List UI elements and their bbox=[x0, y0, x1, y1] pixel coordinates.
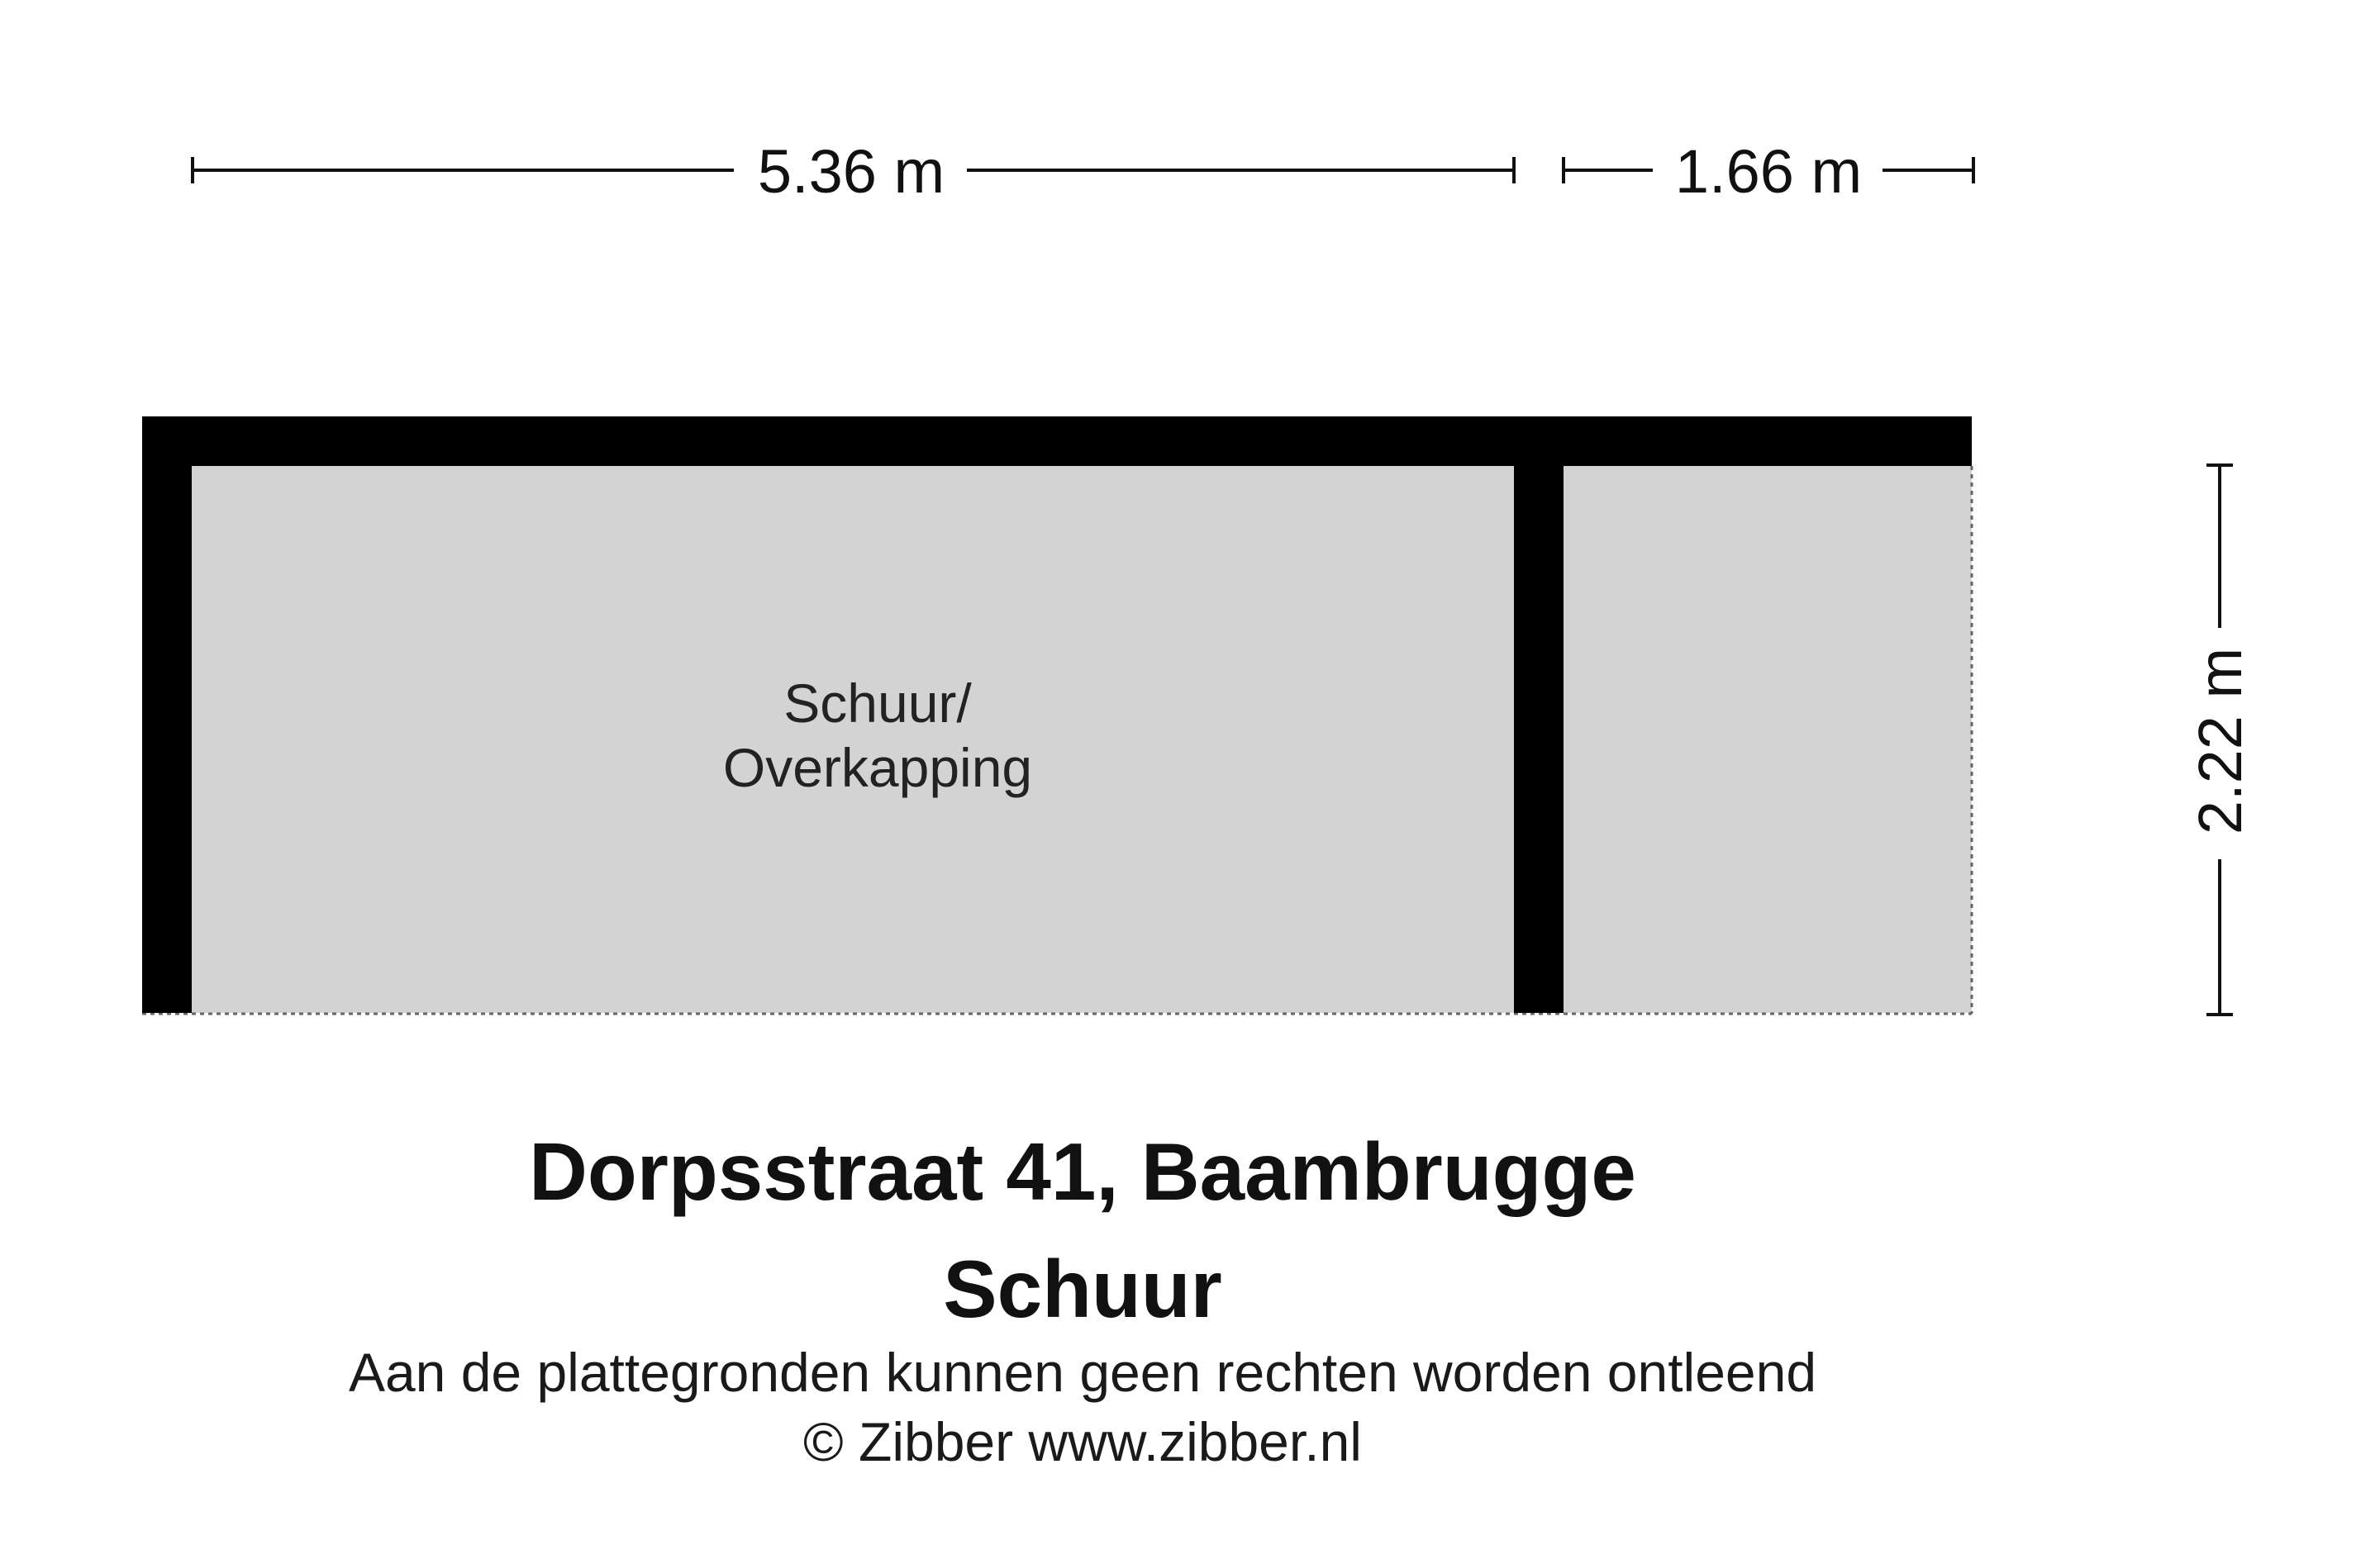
dimension-label-depth: 2.22 m bbox=[2186, 647, 2254, 835]
room-label-schuur-line2: Overkapping bbox=[722, 737, 1033, 798]
wall-middle bbox=[1514, 416, 1564, 1013]
dimension-width-main bbox=[193, 137, 1514, 206]
dimension-width-side bbox=[1564, 137, 1973, 206]
disclaimer-text: Aan de plattegronden kunnen geen rechten worden ontleend bbox=[348, 1342, 1817, 1403]
dimension-label-width-side: 1.66 m bbox=[1674, 137, 1863, 206]
floor-side-area bbox=[1564, 466, 1972, 1013]
level-title: Schuur bbox=[943, 1243, 1222, 1334]
dimension-label-width-main: 5.36 m bbox=[757, 137, 945, 206]
wall-left bbox=[142, 416, 192, 1013]
copyright-text: © Zibber www.zibber.nl bbox=[803, 1411, 1362, 1472]
room-label-schuur-line1: Schuur/ bbox=[783, 673, 972, 734]
address-title: Dorpsstraat 41, Baambrugge bbox=[529, 1126, 1636, 1217]
wall-top bbox=[142, 416, 1972, 466]
dimension-depth bbox=[2186, 465, 2254, 1015]
